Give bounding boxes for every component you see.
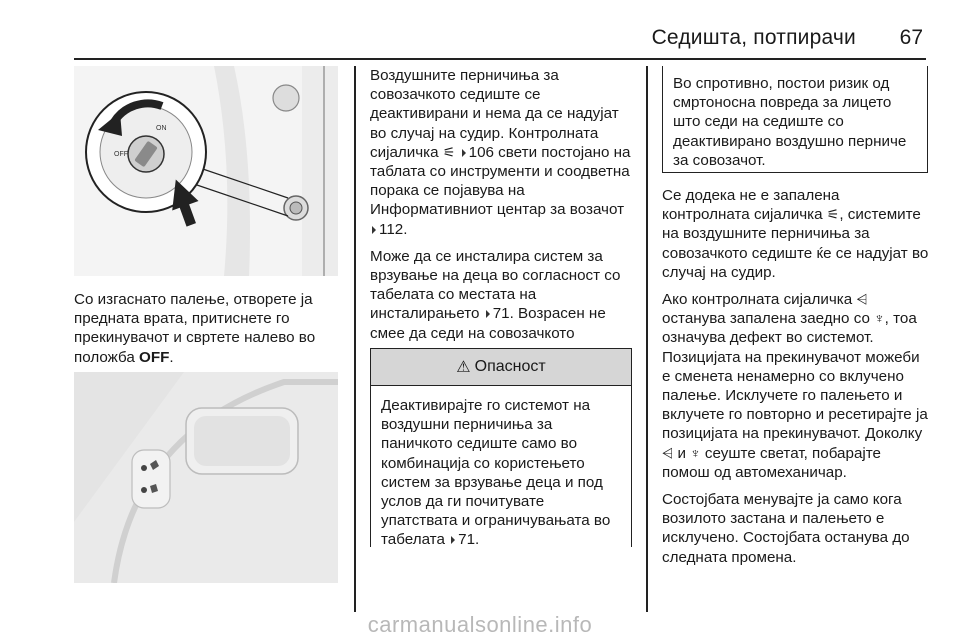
airbag-on-indicator-icon: ⩤ xyxy=(856,291,868,308)
column-divider-2 xyxy=(646,66,648,612)
site-watermark: carmanualsonline.info xyxy=(367,612,593,637)
warning-continuation-text: Во спротивно, постои ризик од смртоносна повреда за лицето што седи на седиште со деактивирано воздушно перниче за совозачот. xyxy=(673,75,907,169)
off-position-label: OFF xyxy=(139,348,170,366)
fault-paragraph: Ако контролната сијаличка ⩤ останува запалена заедно со ♆, тоа означува дефект во системот. Позицијата на прекинувачот можеби е сменета ненамерно со вклучено палење. Исклучете го палењето и вклучете го повторно и ресетирајте ја позицијата на прекинувачот. Доколку ⩤ и ♆ сеуште светат, побарајте помош од автомеханичар. xyxy=(662,291,928,481)
airbag-switch-drawing xyxy=(74,66,338,276)
indicator-off-paragraph: Се додека не е запалена контролната сијаличка ⚟, системите на воздушните перничиња за совозачкото седиште ќе се надујат во случај на судир. xyxy=(662,187,929,281)
airbag-switch-illustration xyxy=(74,66,338,276)
page-ref-arrow-icon xyxy=(451,536,455,544)
danger-notice-body: Деактивирајте го системот на воздушни перничиња за паничкото седиште само во комбинација со користењето систем за врзување деца и под услов да ги почитувате упатствата и ограничувањата во табелата 71. xyxy=(381,397,611,549)
airbag-warning-icon: ♆ xyxy=(690,444,701,461)
danger-notice-header xyxy=(371,349,631,386)
header-rule xyxy=(74,58,926,60)
page-ref-arrow-icon xyxy=(486,310,490,318)
right-column-text xyxy=(662,186,930,575)
page-ref-arrow-icon xyxy=(372,226,376,234)
airbag-indicator-illustration xyxy=(74,372,338,583)
indicator-panel-drawing xyxy=(74,372,338,583)
danger-notice-box xyxy=(370,348,632,547)
warning-triangle-icon: ⚠ xyxy=(456,359,471,376)
page-number: 67 xyxy=(899,26,923,49)
switch-off-label: OFF xyxy=(114,151,128,158)
column-divider-1 xyxy=(354,66,356,612)
airbag-off-indicator-icon: ⚟ xyxy=(826,206,840,223)
danger-notice-title: Опасност xyxy=(474,358,546,375)
child-restraint-paragraph: Може да се инсталира систем за врзување на деца во согласност со табелата со местата на инсталирањето 71. Возрасен не смее да седи на совозачкото xyxy=(370,247,621,342)
left-column-caption xyxy=(74,290,344,375)
middle-column-text xyxy=(370,66,634,370)
airbag-warning-icon: ♆ xyxy=(874,310,885,327)
deactivated-paragraph: Воздушните перничиња за совозачкото седиште се деактивирани и нема да се надујат во случај на судир. Контролната сијаличка ⚟ 106 свети постојано на таблата со инструменти и соодветна порака се појавува на Информативниот центар за возачот 112. xyxy=(370,67,631,238)
airbag-off-icon xyxy=(141,487,147,493)
page-header-title: Седишта, потпирачи xyxy=(651,26,856,49)
airbag-off-indicator-icon: ⚟ xyxy=(442,143,456,160)
page-ref-arrow-icon xyxy=(462,149,466,157)
state-change-paragraph: Состојбата менувајте ја само кога возилото застана и палењето е исклучено. Состојбата останува до следната промена. xyxy=(662,491,910,566)
caption-paragraph: Со изгаснато палење, отворете ја предната врата, притиснете го прекинувачот и свртете налево во положба OFF. xyxy=(74,291,316,366)
warning-continuation-box xyxy=(662,66,928,173)
switch-on-label: ON xyxy=(156,125,167,132)
airbag-on-icon xyxy=(141,465,147,471)
airbag-on-indicator-icon: ⩤ xyxy=(662,444,674,461)
